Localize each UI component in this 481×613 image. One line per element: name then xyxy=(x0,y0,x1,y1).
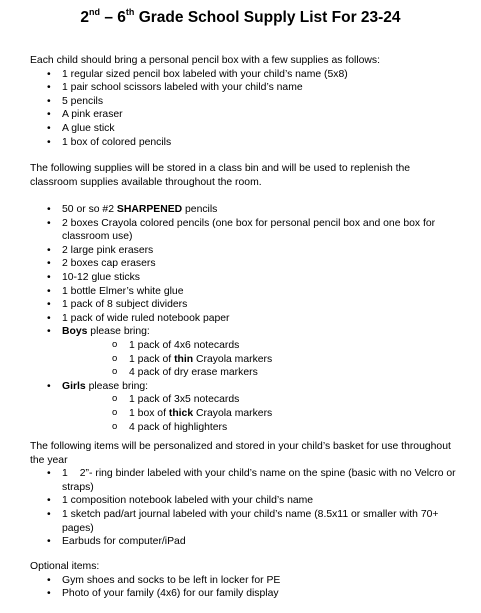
list-item: • 1 pair school scissors labeled with your child’s name xyxy=(30,81,460,95)
girls-item2-bold: thick xyxy=(168,407,194,419)
girls-item2-post: Crayola markers xyxy=(193,407,273,419)
title-grade-end: 6 xyxy=(117,9,126,26)
list-item: • 5 pencils xyxy=(30,95,460,109)
list-item xyxy=(30,203,460,217)
supply-list xyxy=(30,203,460,434)
boys-sublist xyxy=(62,339,460,380)
list-item: • 10-12 glue sticks xyxy=(30,271,460,285)
boys-label: Boys xyxy=(62,326,88,338)
sub-list-item xyxy=(62,407,460,421)
sub-list-item: o 1 pack of 3x5 notecards xyxy=(62,393,460,407)
list-item: • A pink eraser xyxy=(30,108,460,122)
title-grade-end-suffix: th xyxy=(125,6,135,17)
list-item: • 1 pack of 8 subject dividers xyxy=(30,298,460,312)
list-item-girls xyxy=(30,380,460,434)
sharpened-bold: SHARPENED xyxy=(116,204,183,215)
binder-size: 2” xyxy=(79,468,90,480)
section-class-bin xyxy=(30,162,460,189)
list-item: • Earbuds for computer/iPad xyxy=(30,535,460,549)
title-dash: – xyxy=(100,9,118,26)
girls-suffix: please bring: xyxy=(85,380,149,392)
list-item: • 1 composition notebook labeled with your child’s name xyxy=(30,494,460,508)
list-item: • Gym shoes and socks to be left in locker for PE xyxy=(30,574,460,588)
section-optional xyxy=(30,560,460,601)
binder-num: 1 xyxy=(62,468,68,480)
title-grade-start: 2 xyxy=(80,9,90,26)
class-bin-list-container xyxy=(30,203,460,434)
title-grade-start-suffix: nd xyxy=(89,6,101,17)
section-intro: Each child should bring a personal pencil box with a few supplies as follows: xyxy=(30,55,381,66)
list-item: • 1 box of colored pencils xyxy=(30,136,460,150)
supply-list xyxy=(30,68,460,150)
girls-label: Girls xyxy=(62,380,86,392)
sharpened-pre: 50 or so #2 xyxy=(62,204,117,215)
supply-list xyxy=(30,467,460,549)
list-item: • 1 pack of wide ruled notebook paper xyxy=(30,312,460,326)
sub-list-item xyxy=(62,353,460,367)
list-item: • A glue stick xyxy=(30,122,460,136)
section-personalized xyxy=(30,440,460,549)
girls-item2-pre: 1 box of xyxy=(129,407,169,419)
sub-list-item: o 4 pack of highlighters xyxy=(62,421,460,435)
sharpened-post: pencils xyxy=(182,204,218,215)
list-item: • 1 sketch pad/art journal labeled with your child’s name (8.5x11 or smaller with 70+ pages) xyxy=(30,508,460,535)
section-pencil-box xyxy=(30,54,460,149)
list-item-boys xyxy=(30,325,460,379)
list-item: • 1 regular sized pencil box labeled with your child’s name (5x8) xyxy=(30,68,460,82)
list-item: • Photo of your family (4x6) for our family display xyxy=(30,587,460,601)
page-title xyxy=(0,8,481,28)
title-rest: Grade School Supply List For 23-24 xyxy=(134,9,401,26)
section-intro: The following items will be personalized and stored in your child’s basket for use throughout the year xyxy=(30,441,451,466)
boys-item2-pre: 1 pack of xyxy=(129,353,175,365)
list-item: • 2 large pink erasers xyxy=(30,244,460,258)
supply-list xyxy=(30,574,460,601)
section-intro: Optional items: xyxy=(30,561,100,572)
section-intro: The following supplies will be stored in a class bin and will be used to replenish the classroom supplies available throughout the room. xyxy=(30,163,411,188)
sub-list-item: o 1 pack of 4x6 notecards xyxy=(62,339,460,353)
list-item-binder xyxy=(30,467,460,494)
girls-sublist xyxy=(62,393,460,434)
boys-item2-post: Crayola markers xyxy=(193,353,273,365)
list-item: • 1 bottle Elmer’s white glue xyxy=(30,285,460,299)
sub-list-item: o 4 pack of dry erase markers xyxy=(62,366,460,380)
boys-item2-bold: thin xyxy=(174,353,194,365)
list-item: • 2 boxes Crayola colored pencils (one box for personal pencil box and one box for classroom use) xyxy=(30,217,460,244)
boys-suffix: please bring: xyxy=(87,326,150,338)
list-item: • 2 boxes cap erasers xyxy=(30,257,460,271)
binder-rest: - ring binder labeled with your child’s name on the spine (basic with no Velcro or straps) xyxy=(62,468,456,493)
